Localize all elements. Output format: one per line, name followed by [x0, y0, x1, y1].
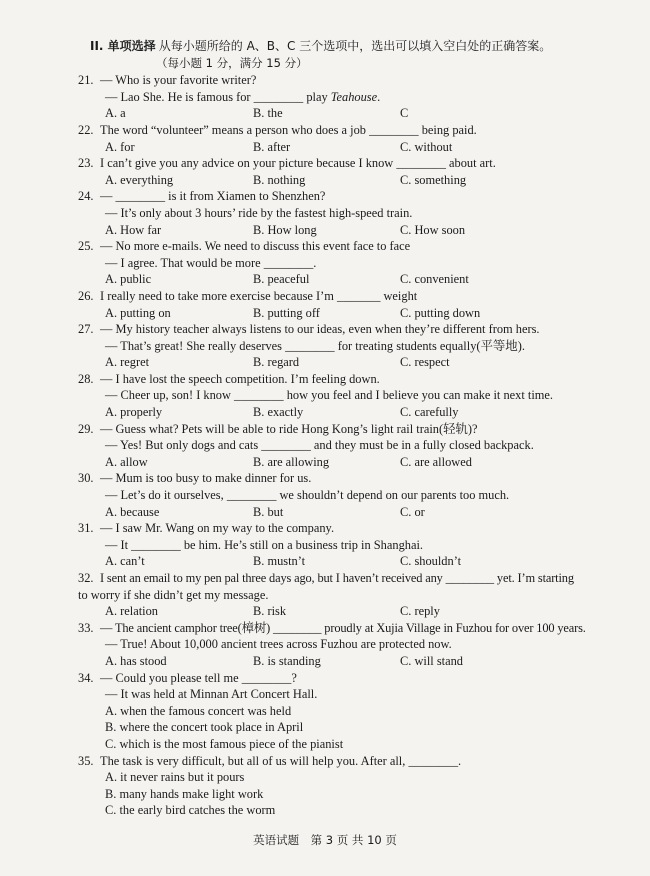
- option-b: B. is standing: [253, 653, 321, 668]
- question-32: [78, 570, 614, 620]
- options-row: [78, 454, 614, 471]
- question-number: 27.: [78, 322, 94, 337]
- option-c: C. something: [400, 172, 467, 187]
- question-text: I really need to take more exercise because I’m _______ weight: [100, 288, 418, 303]
- option-c: C. the early bird catches the worm: [105, 803, 276, 818]
- options-row: [78, 653, 614, 670]
- options-row: [78, 553, 614, 570]
- options-row: [78, 305, 614, 322]
- option-a: A. when the famous concert was held: [105, 703, 292, 718]
- question-text: — I saw Mr. Wang on my way to the company.: [100, 521, 335, 536]
- option-c: C. reply: [400, 604, 440, 619]
- question-text-continued: to worry if she didn’t get my message.: [78, 587, 269, 602]
- question-31: [78, 520, 614, 570]
- question-27: [78, 321, 614, 371]
- section-header: [90, 38, 614, 55]
- section-instruction: 从每小题所给的 A、B、C 三个选项中，选出可以填入空白处的正确答案。: [158, 39, 552, 53]
- question-number: 22.: [78, 122, 94, 137]
- option-b: B. are allowing: [253, 454, 330, 469]
- options-row: [78, 354, 614, 371]
- option-b: B. putting off: [253, 305, 320, 320]
- option-a: A. How far: [105, 222, 162, 237]
- option-b: B. many hands make light work: [105, 786, 264, 801]
- option-b: B. peaceful: [253, 272, 310, 287]
- option-c: C. or: [400, 504, 425, 519]
- page-footer: 英语试题 第 3 页 共 10 页: [253, 833, 397, 847]
- question-number: 26.: [78, 288, 94, 303]
- question-text: — ________ is it from Xiamen to Shenzhen?: [100, 189, 326, 204]
- question-21: [78, 72, 614, 122]
- option-c: C. without: [400, 139, 453, 154]
- answer-line: — Yes! But only dogs and cats ________ and they must be in a fully closed backpack.: [105, 438, 534, 453]
- option-b: B. the: [253, 106, 283, 121]
- option-b: B. risk: [253, 604, 287, 619]
- option-c: C. How soon: [400, 222, 466, 237]
- question-25: [78, 238, 614, 288]
- option-b: B. mustn’t: [253, 554, 306, 569]
- question-number: 35.: [78, 753, 94, 768]
- section-scoring: （每小题 1 分，满分 15 分）: [156, 55, 308, 70]
- option-a: A. a: [105, 106, 126, 121]
- option-b: B. regard: [253, 355, 300, 370]
- options-row: [78, 504, 614, 521]
- options-row: [78, 139, 614, 156]
- option-b: B. exactly: [253, 405, 304, 420]
- option-a: A. has stood: [105, 653, 167, 668]
- question-text: — Mum is too busy to make dinner for us.: [100, 471, 312, 486]
- question-number: 23.: [78, 156, 94, 171]
- question-number: 29.: [78, 421, 94, 436]
- question-text: — I have lost the speech competition. I’m feeling down.: [100, 371, 380, 386]
- question-number: 21.: [78, 73, 94, 88]
- question-text: — My history teacher always listens to our ideas, even when they’re different from hers.: [100, 322, 540, 337]
- option-b: B. nothing: [253, 172, 306, 187]
- option-a: A. everything: [105, 172, 174, 187]
- option-a: A. allow: [105, 454, 148, 469]
- option-a: A. putting on: [105, 305, 171, 320]
- question-text: — The ancient camphor tree(樟树) ________ proudly at Xujia Village in Fuzhou for over 100 years.: [100, 620, 586, 635]
- option-c: C. carefully: [400, 405, 459, 420]
- section-title: II. 单项选择: [90, 39, 156, 53]
- question-23: [78, 155, 614, 188]
- option-c: C. convenient: [400, 272, 469, 287]
- answer-line: — It’s only about 3 hours’ ride by the fastest high-speed train.: [105, 205, 413, 220]
- question-number: 31.: [78, 521, 94, 536]
- option-c: C. respect: [400, 355, 450, 370]
- answer-line: — Lao She. He is famous for ________ play Teahouse.: [105, 89, 381, 104]
- option-c: C. shouldn’t: [400, 554, 462, 569]
- question-number: 30.: [78, 471, 94, 486]
- question-29: [78, 421, 614, 471]
- answer-line: — Cheer up, son! I know ________ how you feel and I believe you can make it next time.: [105, 388, 554, 403]
- options-row: [78, 222, 614, 239]
- question-text: The task is very difficult, but all of us will help you. After all, ________.: [100, 753, 462, 768]
- option-a: A. public: [105, 272, 152, 287]
- options-row: [78, 603, 614, 620]
- option-b: B. where the concert took place in April: [105, 720, 304, 735]
- answer-line: — That’s great! She really deserves ________ for treating students equally(平等地).: [105, 338, 525, 353]
- option-a: A. because: [105, 504, 160, 519]
- answer-line: — I agree. That would be more ________.: [105, 255, 317, 270]
- option-c: C. putting down: [400, 305, 481, 320]
- question-text: I can’t give you any advice on your picture because I know ________ about art.: [100, 156, 496, 171]
- question-22: [78, 122, 614, 155]
- question-number: 25.: [78, 239, 94, 254]
- question-24: [78, 188, 614, 238]
- option-c: C. will stand: [400, 653, 463, 668]
- option-b: B. but: [253, 504, 284, 519]
- question-28: [78, 371, 614, 421]
- question-34: [78, 670, 614, 753]
- option-c: C: [400, 106, 409, 121]
- answer-line: — It was held at Minnan Art Concert Hall.: [105, 687, 318, 702]
- option-a: A. can’t: [105, 554, 145, 569]
- option-a: A. properly: [105, 405, 163, 420]
- option-b: B. How long: [253, 222, 317, 237]
- answer-line: — It ________ be him. He’s still on a business trip in Shanghai.: [105, 537, 424, 552]
- option-b: B. after: [253, 139, 291, 154]
- answer-line: — Let’s do it ourselves, ________ we shouldn’t depend on our parents too much.: [105, 488, 510, 503]
- question-number: 28.: [78, 371, 94, 386]
- option-a: A. it never rains but it pours: [105, 770, 245, 785]
- question-number: 34.: [78, 670, 94, 685]
- option-c: C. which is the most famous piece of the pianist: [105, 736, 344, 751]
- question-33: [78, 620, 614, 670]
- question-26: [78, 288, 614, 321]
- options-row: [78, 172, 614, 189]
- question-text: The word “volunteer” means a person who does a job ________ being paid.: [100, 122, 477, 137]
- option-a: A. relation: [105, 604, 158, 619]
- question-text: — No more e-mails. We need to discuss this event face to face: [100, 239, 411, 254]
- question-30: [78, 470, 614, 520]
- question-text: — Who is your favorite writer?: [100, 73, 257, 88]
- option-a: A. for: [105, 139, 135, 154]
- question-number: 32.: [78, 571, 94, 585]
- option-c: C. are allowed: [400, 454, 472, 469]
- question-number: 24.: [78, 189, 94, 204]
- options-row: [78, 404, 614, 421]
- question-text: — Guess what? Pets will be able to ride Hong Kong’s light rail train(轻轨)?: [100, 421, 478, 436]
- options-row: [78, 105, 614, 122]
- question-text: — Could you please tell me ________?: [100, 670, 297, 685]
- question-number: 33.: [78, 620, 94, 635]
- answer-line: — True! About 10,000 ancient trees across Fuzhou are protected now.: [105, 637, 452, 652]
- option-a: A. regret: [105, 355, 150, 370]
- question-text: I sent an email to my pen pal three days ago, but I haven’t received any ________ yet. I’m starting: [100, 571, 574, 585]
- question-35: [78, 753, 614, 819]
- options-row: [78, 271, 614, 288]
